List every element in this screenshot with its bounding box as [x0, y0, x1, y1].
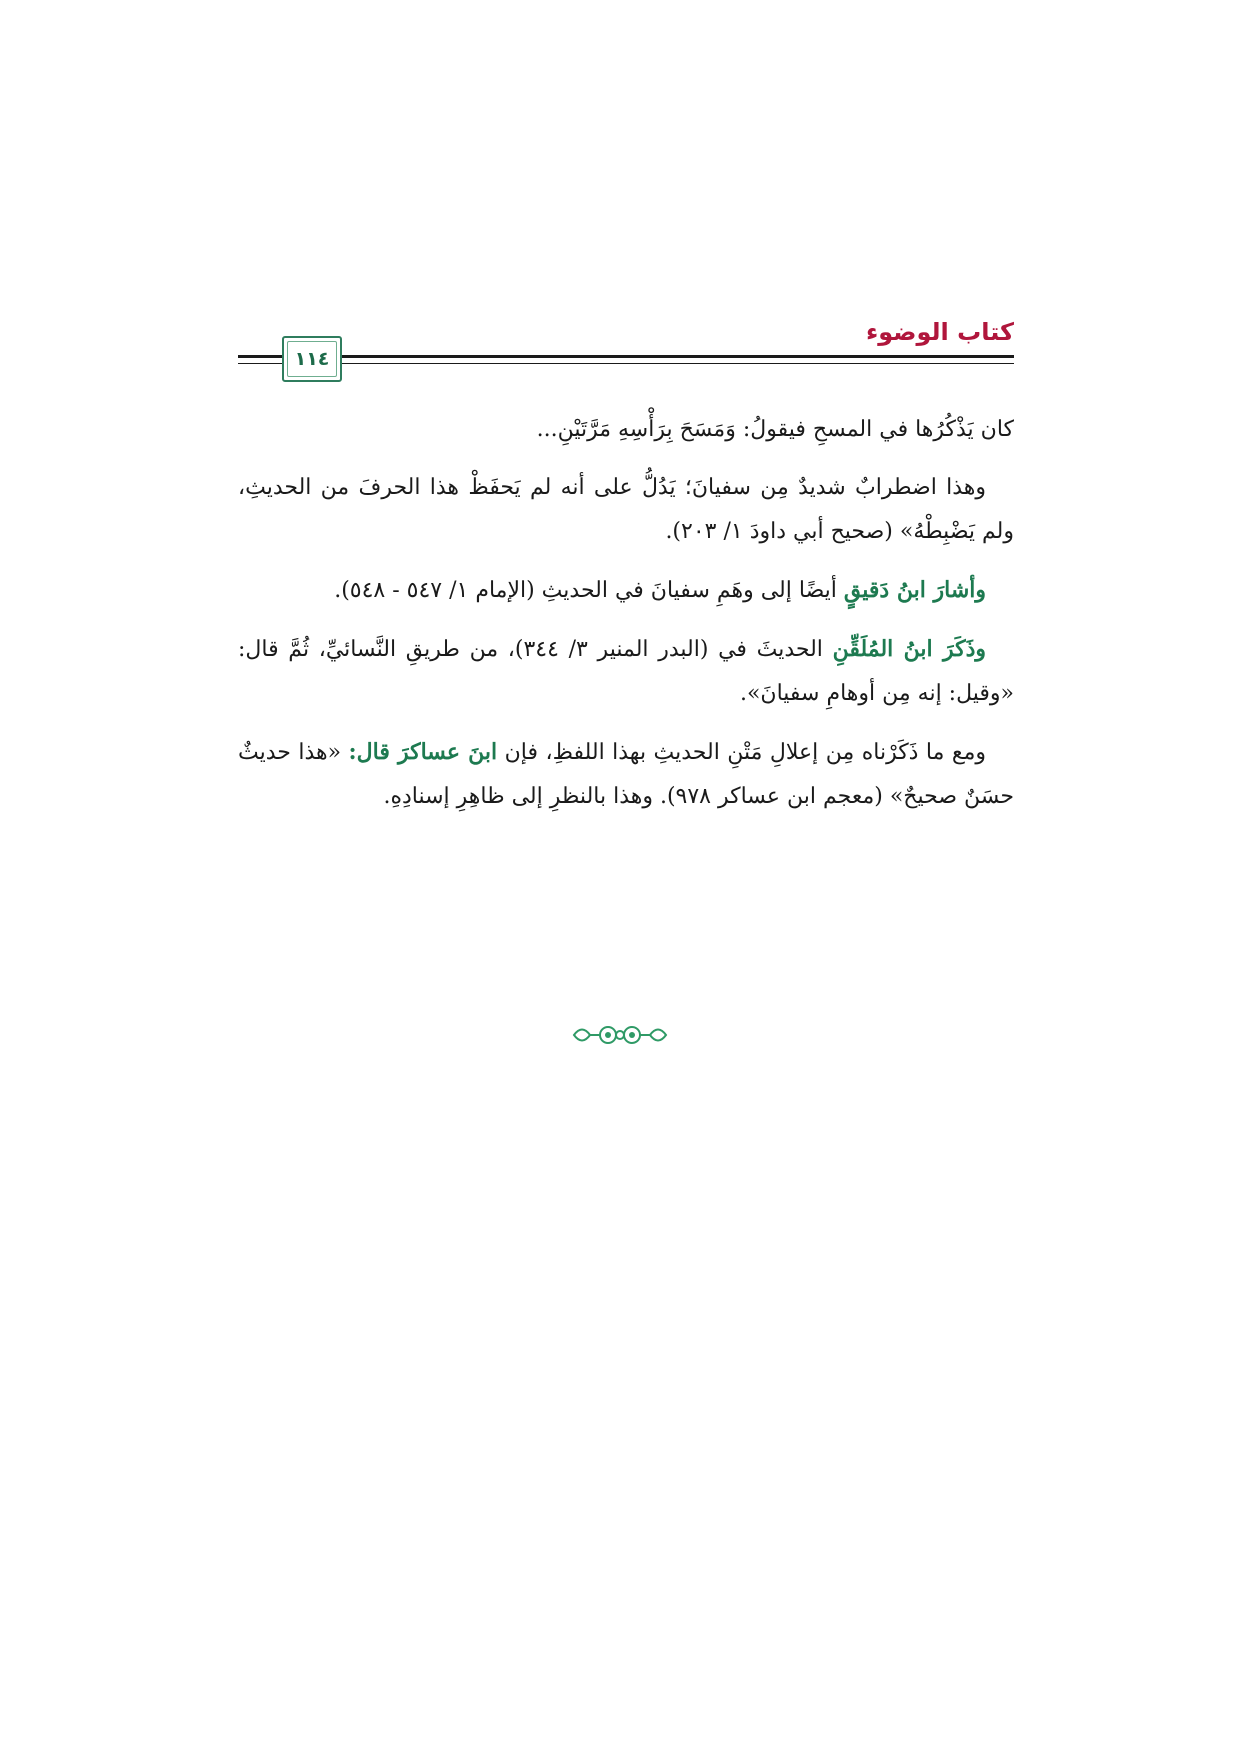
paragraph-5: [238, 730, 1014, 819]
header-rule-thick: [238, 355, 1014, 358]
paragraph-2: وهذا اضطرابٌ شديدٌ مِن سفيانَ؛ يَدُلُّ على أنه لم يَحفَظْ هذا الحرفَ من الحديثِ، ولم يَضْبِطْهُ» (صحيح أبي داودَ ١/ ٢٠٣).: [238, 475, 1014, 544]
page-header: [238, 310, 1014, 390]
scholar-name-ibn-asakir: ابنَ عساكرَ قال:: [348, 739, 498, 765]
paragraph-4: [238, 627, 1014, 716]
paragraph-3: [238, 568, 1014, 613]
page-number-frame: [282, 336, 342, 382]
paragraph-5-start: ومع ما ذَكَرْناه مِن إعلالِ مَتْنِ الحديثِ بهذا اللفظِ، فإن: [497, 740, 986, 765]
scholar-name-ibn-daqiq: وأشارَ ابنُ دَقيقٍ: [843, 577, 986, 603]
paragraph-1: كان يَذْكُرُها في المسحِ فيقولُ: وَمَسَحَ بِرَأْسِهِ مَرَّتَيْنِ...: [536, 417, 1014, 442]
page-number: ١١٤: [294, 348, 330, 370]
paragraph-4-text: الحديثَ في (البدر المنير ٣/ ٣٤٤)، من طريقِ النَّسائيِّ، ثُمَّ قال: «وقيل: إنه مِن أوهامِ سفيانَ».: [238, 637, 1014, 706]
scholar-name-ibn-al-mulaqqin: وذَكَرَ ابنُ المُلَقِّنِ: [832, 636, 987, 662]
paragraph-5-text: «هذا حديثٌ حسَنٌ صحيحٌ» (معجم ابن عساكر ٩٧٨). وهذا بالنظرِ إلى ظاهِرِ إسنادِهِ.: [238, 740, 1014, 809]
paragraph-3-text: أيضًا إلى وهَمِ سفيانَ في الحديثِ (الإمام ١/ ٥٤٧ - ٥٤٨).: [334, 578, 844, 603]
floral-divider-icon: [570, 1020, 670, 1050]
header-rule-thin: [238, 363, 1014, 364]
book-title: كتاب الوضوء: [865, 318, 1014, 346]
main-text: [238, 408, 1014, 833]
